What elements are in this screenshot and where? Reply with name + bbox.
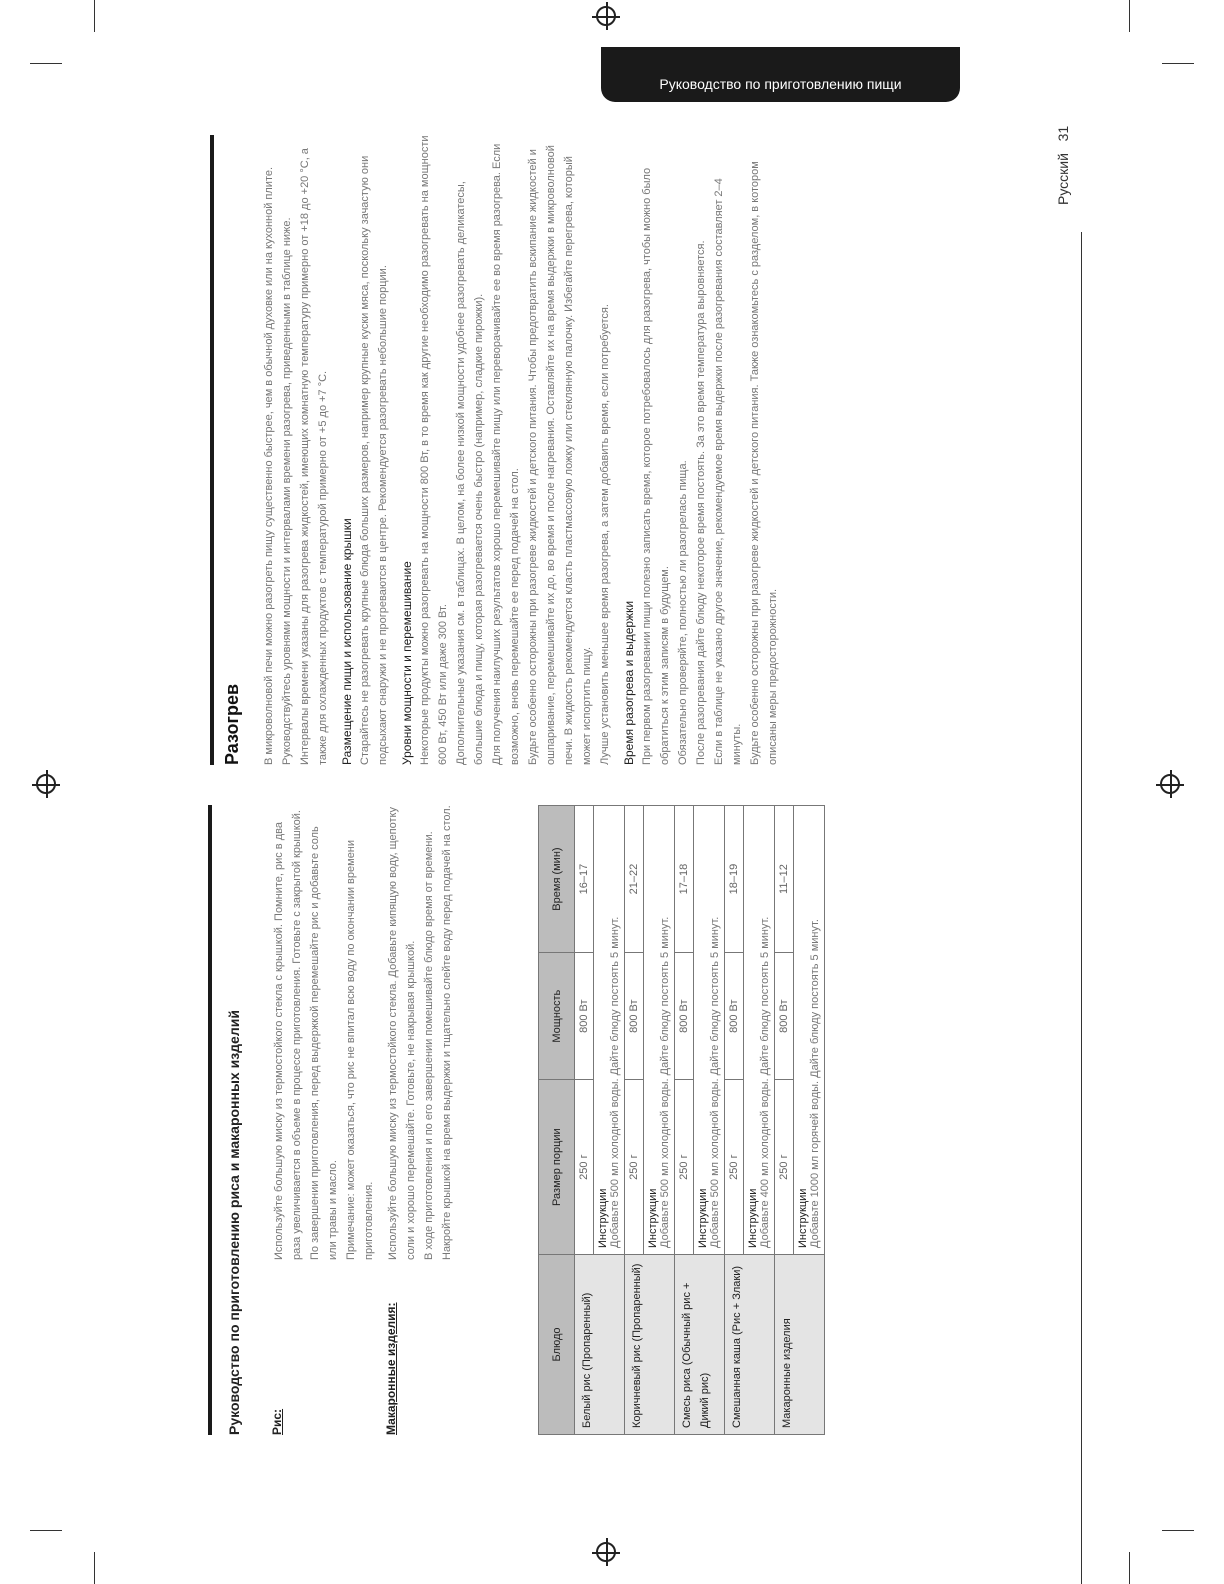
rice-paragraph: Используйте большую миску из термостойкого стекла с крышкой. Помните, рис в два раза увеличивается в объеме в процессе приготовления. Готовьте с закрытой крышкой. <box>273 810 303 1260</box>
instructions-text: Добавьте 500 мл холодной воды. Дайте блюду постоять 5 минут. <box>609 916 621 1248</box>
crop-mark <box>1162 1530 1194 1531</box>
rice-pasta-section <box>226 805 975 1435</box>
time-cell: 17–18 <box>675 806 694 953</box>
table-header-row <box>539 806 575 1435</box>
power-cell: 800 Вт <box>675 953 694 1080</box>
time-cell: 21–22 <box>625 806 644 953</box>
pasta-label: Макаронные изделия: <box>384 1302 398 1435</box>
reheat-paragraph: Для получения наилучших результатов хорошо перемешивайте пищу или переворачивайте ее во время разогрева. Если возможно, вновь перемешайте ее перед подачей на стол. <box>491 143 521 765</box>
power-cell: 800 Вт <box>625 953 644 1080</box>
instructions-cell <box>694 806 725 1255</box>
reheat-paragraph: Дополнительные указания см. в таблицах. В целом, на более низкой мощности удобнее разогревать деликатесы, большие блюда и пищу, которая разогревается очень быстро (например, сладкие пирожки). <box>455 181 485 765</box>
page-number: 31 <box>1055 125 1071 142</box>
portion-cell: 250 г <box>625 1080 644 1255</box>
instructions-text: Добавьте 500 мл холодной воды. Дайте блюду постоять 5 минут. <box>709 916 721 1248</box>
page-footer <box>1055 126 1071 205</box>
reheat-paragraph: Старайтесь не разогревать крупные блюда больших размеров, например крупные куски мяса, поскольку зачастую они подсыхают снаружи и не прогреваются в центре. Рекомендуется разогревать небольшие порции. <box>359 155 389 765</box>
section-bar <box>210 135 214 765</box>
rice-pasta-table <box>538 805 825 1435</box>
pasta-paragraph: В ходе приготовления и по его завершении помешивайте блюдо время от времени. Накройте крышкой на время выдержки и тщательно слейте воду перед подачей на стол. <box>423 805 453 1260</box>
instructions-label: Инструкции <box>797 1188 809 1248</box>
reheat-paragraph: Руководствуйтесь уровнями мощности и интервалами времени разогрева, приведенными в таблице ниже. <box>281 217 293 765</box>
rice-group <box>270 805 378 1435</box>
reheat-paragraph: После разогревания дайте блюду некоторое время постоять. За это время температура выровняется. <box>695 240 707 765</box>
section-title: Руководство по приготовлению риса и макаронных изделий <box>226 1010 242 1435</box>
instructions-label: Инструкции <box>647 1188 659 1248</box>
instructions-label: Инструкции <box>747 1188 759 1248</box>
section-title: Разогрев <box>222 683 242 765</box>
table-row <box>775 806 794 1435</box>
instructions-text: Добавьте 1000 мл горячей воды. Дайте блюду постоять 5 минут. <box>809 919 821 1248</box>
footer-rule <box>1081 232 1082 1584</box>
page-language: Русский <box>1055 153 1071 205</box>
reheat-text <box>260 135 782 765</box>
subheading: Время разогрева и выдержки <box>622 600 636 765</box>
crop-mark <box>1162 63 1194 64</box>
instructions-text: Добавьте 500 мл холодной воды. Дайте блюду постоять 5 минут. <box>659 916 671 1248</box>
dish-cell: Смешанная каша (Рис + Злаки) <box>725 1255 775 1435</box>
column-header: Размер порции <box>539 1080 575 1255</box>
column-header: Время (мин) <box>539 806 575 953</box>
reheat-paragraph: Лучше установить меньшее время разогрева, а затем добавить время, если потребуется. <box>599 304 611 765</box>
rice-paragraph: Примечание: может оказаться, что рис не впитал всю воду по окончании времени приготовления. <box>345 839 375 1260</box>
reheat-paragraph: Будьте особенно осторожны при разогреве жидкостей и детского питания. Чтобы предотвратить вскипание жидкостей и ошпаривание, перемешивайте их до, во время и после нагревания. Оставляйте их на время выдержки в микроволновой печи. В жидкость рекомендуется класть пластмассовую ложку или стеклянную палочку. Избегайте перегрева, который может испортить пищу. <box>527 145 593 765</box>
time-cell: 16–17 <box>575 806 594 953</box>
subheading: Уровни мощности и перемешивание <box>400 561 414 765</box>
instructions-text: Добавьте 400 мл холодной воды. Дайте блюду постоять 5 минут. <box>759 916 771 1248</box>
power-cell: 800 Вт <box>575 953 594 1080</box>
rice-pasta-text <box>270 805 462 1435</box>
pasta-group <box>384 805 456 1435</box>
pasta-paragraph: Используйте большую миску из термостойкого стекла. Добавьте кипящую воду, щепотку соли и хорошо перемешайте. Готовьте, не накрывая крышкой. <box>387 807 417 1260</box>
instructions-cell <box>644 806 675 1255</box>
reheat-paragraph: Некоторые продукты можно разогревать на мощности 800 Вт, в то время как другие необходимо разогревать на мощности 600 Вт, 450 Вт или даже 300 Вт. <box>419 135 449 765</box>
subheading: Размещение пищи и использование крышки <box>340 518 354 765</box>
instructions-cell <box>594 806 625 1255</box>
portion-cell: 250 г <box>725 1080 744 1255</box>
registration-mark-icon <box>36 774 56 794</box>
dish-cell: Белый рис (Пропаренный) <box>575 1255 625 1435</box>
dish-cell: Коричневый рис (Пропаренный) <box>625 1255 675 1435</box>
instructions-cell <box>794 806 825 1255</box>
instructions-label: Инструкции <box>697 1188 709 1248</box>
crop-mark <box>30 1530 62 1531</box>
reheat-paragraph: Обязательно проверяйте, полностью ли разогрелась пища. <box>677 460 689 765</box>
header-tab <box>601 47 960 102</box>
portion-cell: 250 г <box>675 1080 694 1255</box>
section-bar <box>208 805 212 1435</box>
registration-mark-icon <box>1160 774 1180 794</box>
rice-paragraph: По завершении приготовления, перед выдержкой перемешайте рис и добавьте соль или травы и масло. <box>309 826 339 1260</box>
power-cell: 800 Вт <box>725 953 744 1080</box>
reheat-paragraph: При первом разогревании пищи полезно записать время, которое потребовалось для разогрева, чтобы можно было обратиться к этим записям в будущем. <box>641 167 671 765</box>
crop-mark <box>1129 1552 1130 1584</box>
time-cell: 11–12 <box>775 806 794 953</box>
instructions-cell <box>744 806 775 1255</box>
registration-mark-icon <box>596 6 616 26</box>
dish-cell: Смесь риса (Обычный рис + Дикий рис) <box>675 1255 725 1435</box>
reheat-paragraph: В микроволновой печи можно разогреть пищу существенно быстрее, чем в обычной духовке или на кухонной плите. <box>263 166 275 765</box>
crop-mark <box>1129 0 1130 32</box>
instructions-label: Инструкции <box>597 1188 609 1248</box>
crop-mark <box>94 1552 95 1584</box>
time-cell: 18–19 <box>725 806 744 953</box>
table-row <box>675 806 694 1435</box>
reheat-paragraph: Интервалы времени указаны для разогрева жидкостей, имеющих комнатную температуру примерно от +18 до +20 °C, а также для охлажденных продуктов с температурой примерно от +5 до +7 °C. <box>299 148 329 765</box>
registration-mark-icon <box>596 1542 616 1562</box>
page-body <box>222 135 975 1435</box>
column-header: Мощность <box>539 953 575 1080</box>
column-header: Блюдо <box>539 1255 575 1435</box>
crop-mark <box>94 0 95 32</box>
power-cell: 800 Вт <box>775 953 794 1080</box>
portion-cell: 250 г <box>575 1080 594 1255</box>
portion-cell: 250 г <box>775 1080 794 1255</box>
crop-mark <box>30 63 62 64</box>
table-row <box>725 806 744 1435</box>
reheat-section <box>222 135 975 765</box>
table-row <box>625 806 644 1435</box>
table-row <box>575 806 594 1435</box>
dish-cell: Макаронные изделия <box>775 1255 825 1435</box>
reheat-paragraph: Будьте особенно осторожны при разогреве жидкостей и детского питания. Также ознакомьтесь с разделом, в котором описаны меры предосторожности. <box>749 161 779 765</box>
rice-label: Рис: <box>270 1408 284 1435</box>
reheat-paragraph: Если в таблице не указано другое значение, рекомендуемое время выдержки после разогревания составляет 2–4 минуты. <box>713 178 743 765</box>
header-title: Руководство по приготовлению пищи <box>659 76 902 92</box>
